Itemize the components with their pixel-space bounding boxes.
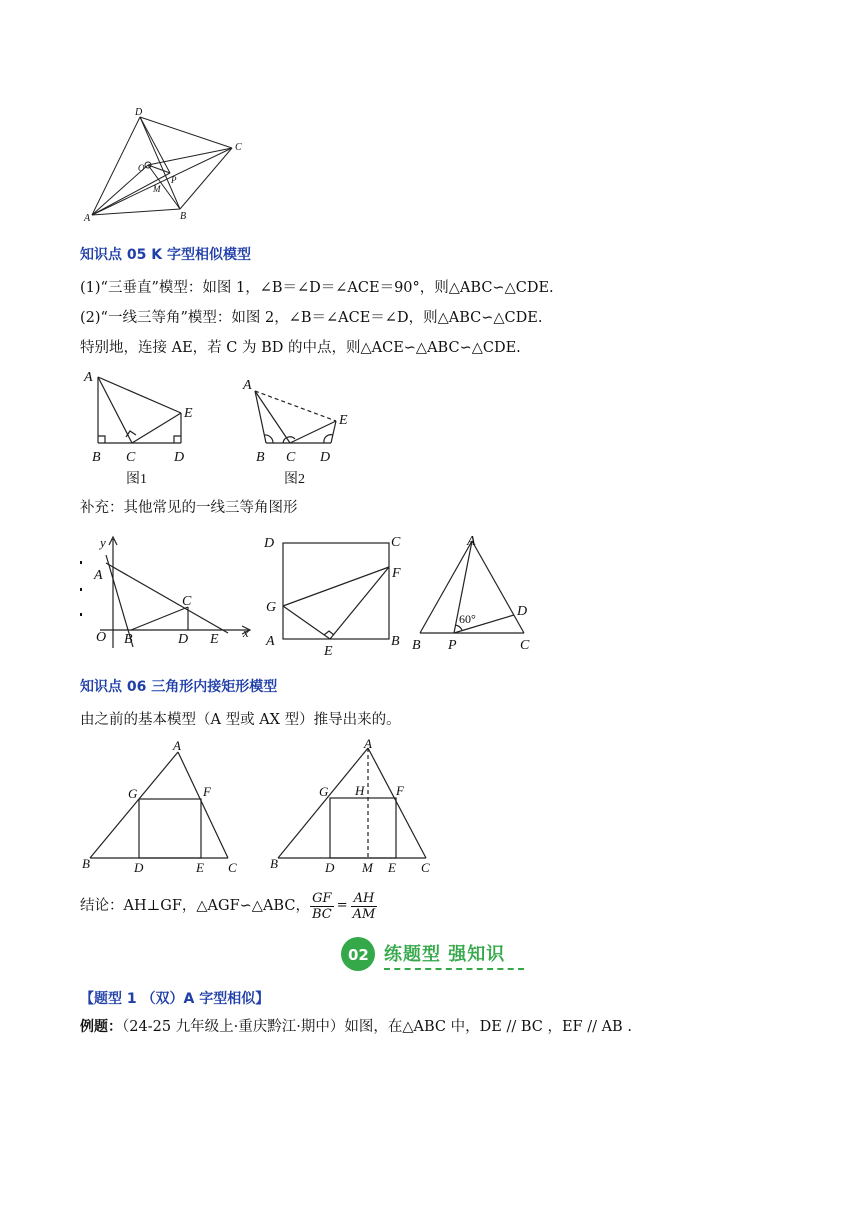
fig5-label-C: C (520, 638, 530, 653)
supplement-text: 补充：其他常见的一线三等角图形 (80, 500, 298, 516)
fig2-label-E: E (339, 413, 348, 428)
section-heading-05: 知识点 05 K 字型相似模型 (80, 247, 251, 263)
fig7-label-F: F (396, 783, 404, 798)
banner-dashed-underline (384, 968, 524, 970)
example-label: 例题： (80, 1019, 122, 1035)
figure-3-coordinate (78, 533, 258, 658)
fig6-label-F: F (203, 784, 211, 799)
fraction-ah-am-denominator: AM (352, 906, 376, 922)
fig1-label-C: C (126, 450, 136, 465)
fraction-gf-bc (310, 891, 334, 922)
fig4-label-F: F (392, 566, 401, 581)
fraction-equals: = (336, 898, 348, 913)
example-line (80, 1017, 632, 1037)
fig7-label-E: E (388, 860, 396, 875)
fig3-label-D: D (178, 632, 189, 647)
fig3-label-E: E (210, 632, 219, 647)
fig4-label-G: G (266, 600, 277, 615)
banner-title: 练题型 强知识 (384, 944, 506, 965)
section05-line1: (1)“三垂直”模型：如图 1，∠B＝∠D＝∠ACE＝90°，则△ABC∽△CDE. (80, 280, 554, 296)
fig2-label-B: B (256, 450, 265, 465)
figure-quadrilateral (80, 105, 250, 225)
label-P: P (171, 175, 177, 185)
fig1-label-A: A (84, 370, 93, 385)
label-M: M (153, 184, 161, 194)
fig7-label-A: A (364, 738, 372, 751)
fig6-label-A: A (173, 738, 181, 753)
fig7-label-D: D (325, 860, 335, 875)
fig2-label-A: A (243, 378, 252, 393)
fig2-caption: 图2 (284, 472, 305, 487)
fraction-ah-am (351, 891, 378, 922)
fig4-label-A: A (266, 634, 275, 649)
label-A: A (84, 213, 91, 224)
fig7-label-H: H (355, 783, 365, 798)
figure-1-three-perpendicular (80, 365, 210, 490)
fig4-label-E: E (324, 644, 333, 658)
label-B: B (180, 211, 187, 222)
label-O: O (138, 163, 145, 173)
fig3-label-B: B (124, 632, 133, 647)
conclusion-prefix: 结论：AH⊥GF，△AGF∽△ABC， (80, 898, 310, 914)
section05-line2: (2)“一线三等角”模型：如图 2，∠B＝∠ACE＝∠D，则△ABC∽△CDE. (80, 310, 543, 326)
fig7-label-G: G (319, 784, 329, 799)
fig2-label-C: C (286, 450, 296, 465)
fig1-caption: 图1 (126, 472, 147, 487)
banner-number-badge (340, 936, 376, 972)
figure-5-equilateral (408, 533, 538, 658)
fig3-label-O: O (96, 630, 107, 645)
figure-7-inscribed-rectangle-altitude (266, 738, 436, 878)
fig6-label-C: C (228, 860, 237, 875)
fig3-label-C: C (182, 594, 192, 609)
section-banner (340, 934, 530, 974)
label-D: D (135, 107, 143, 118)
fig6-label-G: G (128, 786, 138, 801)
fig7-label-C: C (421, 860, 430, 875)
figure-4-square (262, 533, 412, 658)
fig1-label-D: D (174, 450, 185, 465)
fig3-label-y: y (100, 535, 106, 550)
section-heading-06: 知识点 06 三角形内接矩形模型 (80, 679, 278, 695)
fig4-label-B: B (391, 634, 400, 649)
fig4-label-D: D (264, 536, 275, 551)
fig7-label-B: B (270, 856, 278, 871)
fig6-label-D: D (134, 860, 144, 875)
fig4-label-C: C (391, 535, 401, 550)
fig6-label-B: B (82, 856, 90, 871)
figure-6-inscribed-rectangle (78, 738, 248, 878)
example-text: （24-25 九年级上·重庆黔江·期中）如图，在△ABC 中，DE // BC ，EF // AB . (122, 1019, 632, 1035)
fraction-gf-bc-numerator: GF (310, 891, 334, 907)
fig5-label-D: D (517, 604, 528, 619)
fig5-label-A: A (467, 534, 476, 549)
banner-number: 02 (348, 946, 369, 964)
fig2-label-D: D (320, 450, 331, 465)
fraction-gf-bc-denominator: BC (311, 906, 332, 922)
conclusion-line (80, 886, 377, 926)
section05-line3: 特别地，连接 AE，若 C 为 BD 的中点，则△ACE∽△ABC∽△CDE. (80, 340, 521, 356)
fraction-ah-am-numerator: AH (351, 891, 378, 907)
fig7-label-M: M (362, 860, 373, 875)
fig1-label-E: E (184, 406, 193, 421)
fig3-label-x: x (243, 625, 249, 640)
label-C: C (235, 142, 242, 153)
fig1-label-B: B (92, 450, 101, 465)
fig5-label-P: P (448, 638, 457, 653)
fig5-angle-label: 60° (459, 612, 476, 626)
fig5-label-B: B (412, 638, 421, 653)
question-type-label: 【题型 1 （双）A 字型相似】 (80, 991, 270, 1007)
fig3-label-A: A (94, 568, 103, 583)
section06-intro: 由之前的基本模型（A 型或 AX 型）推导出来的。 (80, 712, 401, 728)
figure-2-one-line-three-angles (240, 365, 370, 490)
fig6-label-E: E (196, 860, 204, 875)
